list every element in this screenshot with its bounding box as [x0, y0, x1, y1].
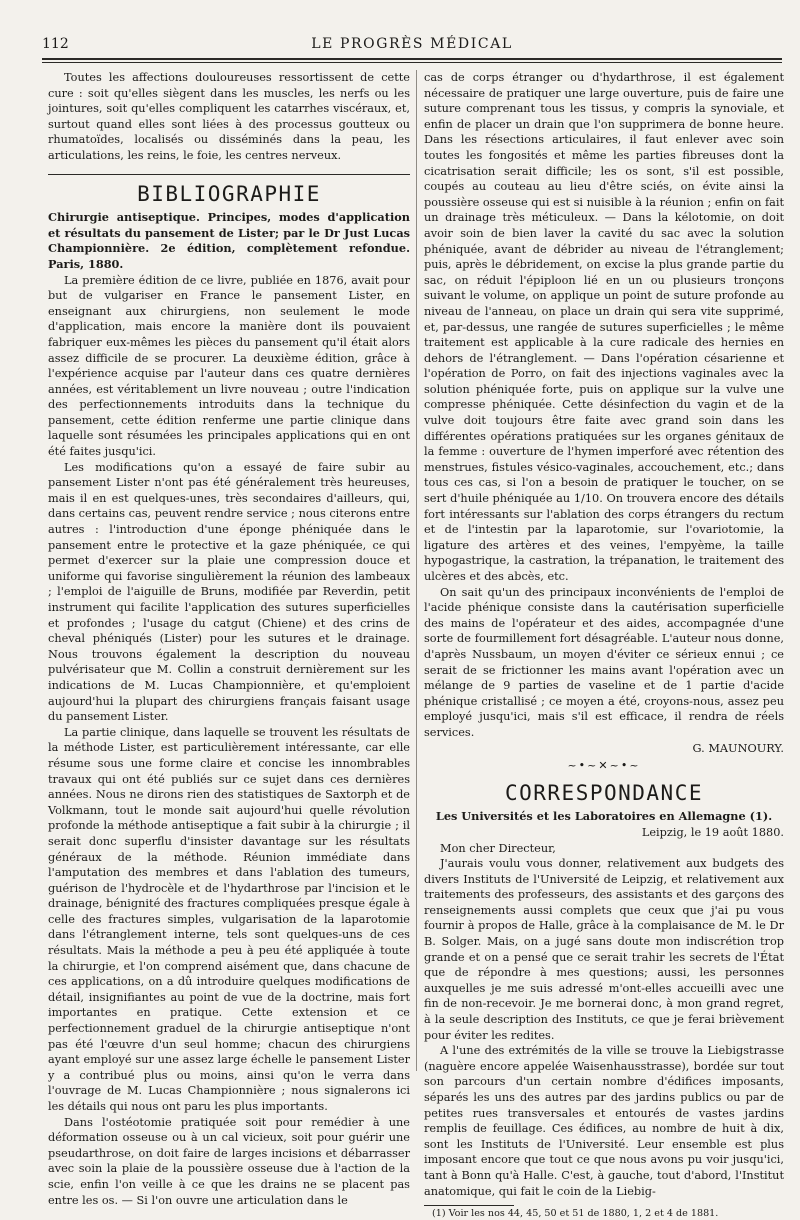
review-continuation: cas de corps étranger ou d'hydarthrose, il est également nécessaire de pratiquer une large ouverture, puis de faire une suture comprenant tous les tissus, y compris la synoviale, et enfin de placer un drain que l'on supprimera de bonne heure. Dans les résections articulaires, il faut enlever avec soin toutes les fongosités et même les parties fibreuses dont la cicatrisation serait difficile; les os sont, s'il est possible, coupés au couteau au lieu d'être sciés, on évite ainsi la poussière osseuse qui est si nuisible à la réunion ; enfin on fait un drainage très méticuleux. — Dans la kélotomie, on doit avoir soin de bien laver la cavité du sac avec la solution phéniquée, avant de débrider au niveau de l'étranglement; puis, après le débridement, on excise la plus grande partie du sac, on réduit l'épiploon lié en un ou plusieurs tronçons suivant le volume, on applique un point de suture profonde au niveau de l'anneau, on place un drain qui sera vite supprimé, et, par-dessus, une rangée de sutures superficielles ; le même traitement est applicable à la cure radicale des hernies en dehors de l'étranglement. — Dans l'opération césarienne et l'opération de Porro, on fait des injections vaginales avec la solution phéniquée forte, puis on applique sur la vulve une compresse phéniquée. Cette désinfection du vagin et de la vulve doit toujours être faite avec grand soin dans les différentes opérations pratiquées sur les organes génitaux de la femme : ouverture de l'hymen imperforé avec rétention des menstrues, fistules vésico-vaginales, accouchement, etc.; dans tous ces cas, si l'on a besoin de pratiquer le toucher, on se sert d'huile phéniquée au 1/10. On trouvera encore des détails fort intéressants sur l'ablation des corps étrangers du rectum et de l'intestin par la laparotomie, sur l'ovariotomie, la ligature des artères et des veines, l'empyème, la taille hypogastrique, la castration, la trépanation, le traitement des ulcères et des abcès, etc.: [424, 71, 785, 583]
letter-subheading: Les Universités et les Laboratoires en Allemagne (1).: [435, 809, 773, 824]
author-signature: G. MAUNOURY.: [692, 741, 784, 755]
intro-paragraph: Toutes les affections douloureuses ressortissent de cette cure : soit qu'elles siègent dans les muscles, les nerfs ou les jointures, soit qu'elles compliquent les catarrhes viscéraux, et, surtout quand elles sont liées à des processus goutteux ou rhumatoïdes, localisés ou disséminés dans la peau, les articulations, les reins, le foie, les centres nerveux.: [48, 71, 410, 162]
footnote-rule: [424, 1205, 514, 1206]
review-paragraph: Les modifications qu'on a essayé de faire subir au pansement Lister n'ont pas été généralement très heureuses, mais il en est quelques-unes, très secondaires d'ailleurs, qui, dans certains cas, peuvent rendre service ; nous citerons entre autres : l'introduction d'une éponge phéniquée dans le pansement entre le protective et la gaze phéniquée, ce qui permet d'exercer sur la plaie une compression douce et uniforme qui favorise singulièrement la réunion des lambeaux ; l'emploi de l'aiguille de Bruns, modifiée par Reverdin, petit instrument qui facilite l'application des sutures superficielles et profondes ; l'usage du catgut (Chiene) et des crins de cheval phéniqués (Lister) pour les sutures et le drainage. Nous trouvons également la description du nouveau pulvérisateur que M. Collin a construit dernièrement sur les indications de M. Lucas Championnière, et qu'emploient aujourd'hui la plupart des chirurgiens français faisant usage du pansement Lister.: [48, 460, 410, 724]
review-paragraph: La partie clinique, dans laquelle se trouvent les résultats de la méthode Lister, est particulièrement intéressante, car elle résume sous une forme claire et concise les innombrables travaux qui ont été publiés sur ce sujet dans ces dernières années. Nous ne dirons rien des statistiques de Saxtorph et de Volkmann, tout le monde sait aujourd'hui quelle révolution profonde la méthode antiseptique a fait subir à la chirurgie ; il serait donc superflu d'insister davantage sur les résultats généraux de la méthode. Réunion immédiate dans l'amputation des membres et dans l'ablation des tumeurs, guérison de l'hydrocèle et de l'hydarthrose par l'incision et le drainage, bénignité des fractures compliquées presque égale à celle des fractures simples, vulgarisation de la laparotomie dans l'étranglement interne, tels sont quelques-uns de ces résultats. Mais la méthode a peu à peu été appliquée à toute la chirurgie, et l'on comprend aisément que, dans chacune de ces applications, on a dû introduire quelques modifications de détail, insignifiantes au point de vue de la doctrine, mais fort importantes en pratique. Cette extension et ce perfectionnement graduel de la chirurgie antiseptique n'ont pas été l'œuvre d'un seul homme; chacun des chirurgiens ayant employé sur une assez large échelle le pansement Lister y a contribué plus ou moins, ainsi qu'on le verra dans l'ouvrage de M. Lucas Championnière ; nous signalerons ici les détails qui nous ont paru les plus importants.: [48, 725, 410, 1113]
page-number: 112: [42, 36, 69, 52]
section-rule: [48, 174, 410, 175]
journal-title: LE PROGRÈS MÉDICAL: [311, 36, 513, 52]
review-paragraph: Dans l'ostéotomie pratiquée soit pour remédier à une déformation osseuse ou à un cal vicieux, soit pour guérir une pseudarthrose, on doit faire de larges incisions et débarrasser avec soin la plaie de la poussière osseuse due à l'action de la scie, enfin l'on veille à ce que les drains ne se placent pas entre les os. — Si l'on ouvre une articulation dans le: [48, 1115, 410, 1207]
ornament-divider: ~•~✕~•~: [567, 759, 641, 773]
letter-salutation: Mon cher Directeur,: [440, 841, 556, 855]
letter-paragraph: J'aurais voulu vous donner, relativement aux budgets des divers Instituts de l'Université de Leipzig, et relativement aux traitements des professeurs, des assistants et des garçons des renseignements aussi complets que ceux que j'ai pu vous fournir à propos de Halle, grâce à la complaisance de M. le Dr B. Solger. Mais, on a jugé sans doute mon indiscrétion trop grande et on a pensé que ce serait trahir les secrets de l'État que de répondre à mes questions; aussi, les personnes auxquelles je me suis adressé m'ont-elles accueilli avec une fin de non-recevoir. Je me bornerai donc, à mon grand regret, à la seule description des Instituts, ce que je ferai brièvement pour éviter les redites.: [424, 857, 784, 1042]
book-review-title: Chirurgie antiseptique. Principes, modes d'application et résultats du pansement de Lister; par le Dr Just Lucas Championnière. 2e édition, complètement refondue. Paris, 1880.: [48, 210, 410, 271]
right-column: [424, 70, 785, 1220]
column-divider: [416, 70, 417, 1071]
correspondence-heading: CORRESPONDANCE: [504, 780, 703, 805]
letter-paragraph: A l'une des extrémités de la ville se trouve la Liebigstrasse (naguère encore appelée Waisenhausstrasse), bordée sur tout son parcours d'un certain nombre d'édifices imposants, séparés les uns des autres par des jardins publics ou par de petites rues transversales et entourés de vastes jardins remplis de feuillage. Ces édifices, au nombre de huit à dix, sont les Instituts de l'Université. Leur ensemble est plus imposant encore que tout ce que nous avons pu voir jusqu'ici, tant à Bonn qu'à Halle. C'est, à gauche, tout d'abord, l'Institut anatomique, qui fait le coin de la Liebig-: [424, 1044, 784, 1198]
footnote: (1) Voir les nos 44, 45, 50 et 51 de 1880, 1, 2 et 4 de 1881.: [432, 1208, 719, 1220]
page-header: [42, 36, 782, 58]
bibliography-heading: BIBLIOGRAPHIE: [137, 181, 321, 206]
header-rule: [42, 58, 782, 60]
letter-dateline: Leipzig, le 19 août 1880.: [641, 825, 784, 839]
review-paragraph: La première édition de ce livre, publiée en 1876, avait pour but de vulgariser en France le pansement Lister, en enseignant aux chirurgiens, non seulement le mode d'application, mais encore la manière dont ils pouvaient fabriquer eux-mêmes les pièces du pansement qu'il était alors assez difficile de se procurer. La deuxième édition, grâce à l'expérience acquise par l'auteur dans ces quatre dernières années, est véritablement un livre nouveau ; outre l'indication des perfectionnements introduits dans la technique du pansement, cette édition renferme une partie clinique dans laquelle sont résumées les principales applications qui en ont été faites jusqu'ici.: [48, 273, 410, 459]
left-column: [48, 70, 410, 1207]
review-paragraph: On sait qu'un des principaux inconvénients de l'emploi de l'acide phénique consiste dans la cautérisation superficielle des mains de l'opérateur et des aides, accompagnée d'une sorte de fourmillement fort désagréable. L'auteur nous donne, d'après Nussbaum, un moyen d'éviter ce sérieux ennui ; ce serait de se frictionner les mains avant l'opération avec un mélange de 9 parties de vaseline et de 1 partie d'acide phénique cristallisé ; ce moyen a été, croyons-nous, assez peu employé jusqu'ici, mais s'il est efficace, il rendra de réels services.: [424, 585, 784, 739]
header-rule-thin: [42, 62, 782, 63]
